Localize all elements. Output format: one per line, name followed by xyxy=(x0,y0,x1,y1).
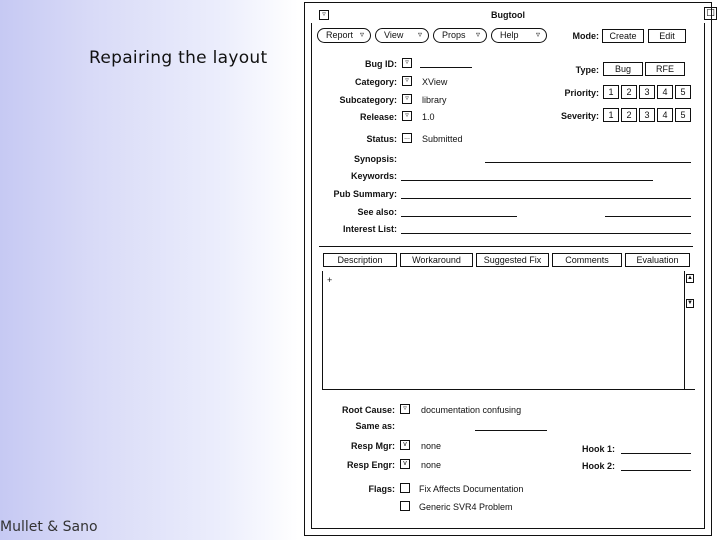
see-also-input-2[interactable] xyxy=(605,216,691,217)
priority-label: Priority: xyxy=(564,88,599,98)
slide-title: Repairing the layout xyxy=(89,48,268,68)
tab-evaluation[interactable]: Evaluation xyxy=(625,253,690,267)
flags-label: Flags: xyxy=(368,484,395,494)
status-value: Submitted xyxy=(422,134,463,144)
severity-label: Severity: xyxy=(560,111,599,121)
priority-4-button[interactable]: 4 xyxy=(657,85,673,99)
same-as-label: Same as: xyxy=(355,421,395,431)
text-caret: + xyxy=(327,275,333,285)
interest-list-label: Interest List: xyxy=(342,224,397,234)
pub-summary-input[interactable] xyxy=(401,198,691,199)
create-button[interactable]: Create xyxy=(602,29,644,43)
category-label: Category: xyxy=(354,77,397,87)
release-value: 1.0 xyxy=(422,112,435,122)
priority-1-button[interactable]: 1 xyxy=(603,85,619,99)
release-label: Release: xyxy=(359,112,397,122)
see-also-input[interactable] xyxy=(401,216,517,217)
hook-2-label: Hook 2: xyxy=(581,461,615,471)
tab-description[interactable]: Description xyxy=(323,253,397,267)
slide-background xyxy=(0,0,298,540)
keywords-label: Keywords: xyxy=(350,171,397,181)
keywords-input[interactable] xyxy=(401,180,653,181)
bug-id-input[interactable] xyxy=(420,67,472,68)
release-dropdown-icon[interactable]: ▿ xyxy=(402,111,412,121)
root-cause-dropdown-icon[interactable]: ▿ xyxy=(400,404,410,414)
same-as-input[interactable] xyxy=(475,430,547,431)
view-menu-label: View xyxy=(384,30,404,40)
severity-5-button[interactable]: 5 xyxy=(675,108,691,122)
severity-3-button[interactable]: 3 xyxy=(639,108,655,122)
resp-engr-label: Resp Engr: xyxy=(346,460,395,470)
bug-id-label: Bug ID: xyxy=(365,59,397,69)
report-menu-label: Report xyxy=(326,30,354,40)
category-dropdown-icon[interactable]: ▿ xyxy=(402,76,412,86)
edit-button[interactable]: Edit xyxy=(648,29,686,43)
type-bug-button[interactable]: Bug xyxy=(603,62,643,76)
tab-suggested-fix[interactable]: Suggested Fix xyxy=(476,253,549,267)
description-scrollbar[interactable] xyxy=(684,271,695,389)
chevron-down-icon: ▿ xyxy=(417,30,422,39)
resp-engr-value: none xyxy=(421,460,442,470)
scroll-down-icon[interactable]: ▼ xyxy=(687,300,693,306)
severity-4-button[interactable]: 4 xyxy=(657,108,673,122)
close-icon[interactable]: □ xyxy=(704,7,717,20)
slide-footer: Mullet & Sano xyxy=(0,519,98,535)
interest-list-input[interactable] xyxy=(401,233,691,234)
resp-engr-dropdown-icon[interactable]: v xyxy=(400,459,410,469)
generic-svr4-problem-checkbox[interactable] xyxy=(400,501,410,511)
bugtool-window xyxy=(304,2,712,536)
window-menu-icon[interactable]: ▿ xyxy=(319,10,329,20)
priority-3-button[interactable]: 3 xyxy=(639,85,655,99)
hook-1-label: Hook 1: xyxy=(581,444,615,454)
synopsis-label: Synopsis: xyxy=(353,154,397,164)
tab-comments[interactable]: Comments xyxy=(552,253,622,267)
window-title: Bugtool xyxy=(491,10,525,20)
severity-1-button[interactable]: 1 xyxy=(603,108,619,122)
type-label: Type: xyxy=(575,65,599,75)
hook-1-input[interactable] xyxy=(621,453,691,454)
fix-affects-documentation-checkbox[interactable] xyxy=(400,483,410,493)
resp-mgr-dropdown-icon[interactable]: v xyxy=(400,440,410,450)
divider xyxy=(319,246,693,247)
severity-2-button[interactable]: 2 xyxy=(621,108,637,122)
priority-2-button[interactable]: 2 xyxy=(621,85,637,99)
tab-workaround[interactable]: Workaround xyxy=(400,253,473,267)
subcategory-dropdown-icon[interactable]: ▿ xyxy=(402,94,412,104)
bug-id-dropdown-icon[interactable]: ▿ xyxy=(402,58,412,68)
root-cause-label: Root Cause: xyxy=(341,405,395,415)
pub-summary-label: Pub Summary: xyxy=(333,189,397,199)
resp-mgr-label: Resp Mgr: xyxy=(350,441,395,451)
mode-label: Mode: xyxy=(572,31,599,41)
chevron-down-icon: ▿ xyxy=(475,30,480,39)
resp-mgr-value: none xyxy=(421,441,442,451)
hook-2-input[interactable] xyxy=(621,470,691,471)
status-label: Status: xyxy=(366,134,397,144)
subcategory-label: Subcategory: xyxy=(339,95,397,105)
chevron-down-icon: ▿ xyxy=(359,30,364,39)
root-cause-value: documentation confusing xyxy=(421,405,522,415)
fix-affects-documentation-label: Fix Affects Documentation xyxy=(419,484,524,494)
chevron-down-icon: ▿ xyxy=(535,30,540,39)
props-menu-label: Props xyxy=(442,30,466,40)
subcategory-value: library xyxy=(422,95,447,105)
generic-svr4-problem-label: Generic SVR4 Problem xyxy=(419,502,513,512)
see-also-label: See also: xyxy=(357,207,397,217)
help-menu-label: Help xyxy=(500,30,519,40)
status-menu-icon[interactable]: ... xyxy=(402,133,412,143)
synopsis-input[interactable] xyxy=(485,162,691,163)
priority-5-button[interactable]: 5 xyxy=(675,85,691,99)
scroll-up-icon[interactable]: ▲ xyxy=(687,275,693,281)
category-value: XView xyxy=(422,77,448,87)
type-rfe-button[interactable]: RFE xyxy=(645,62,685,76)
description-text-area[interactable] xyxy=(322,271,695,390)
